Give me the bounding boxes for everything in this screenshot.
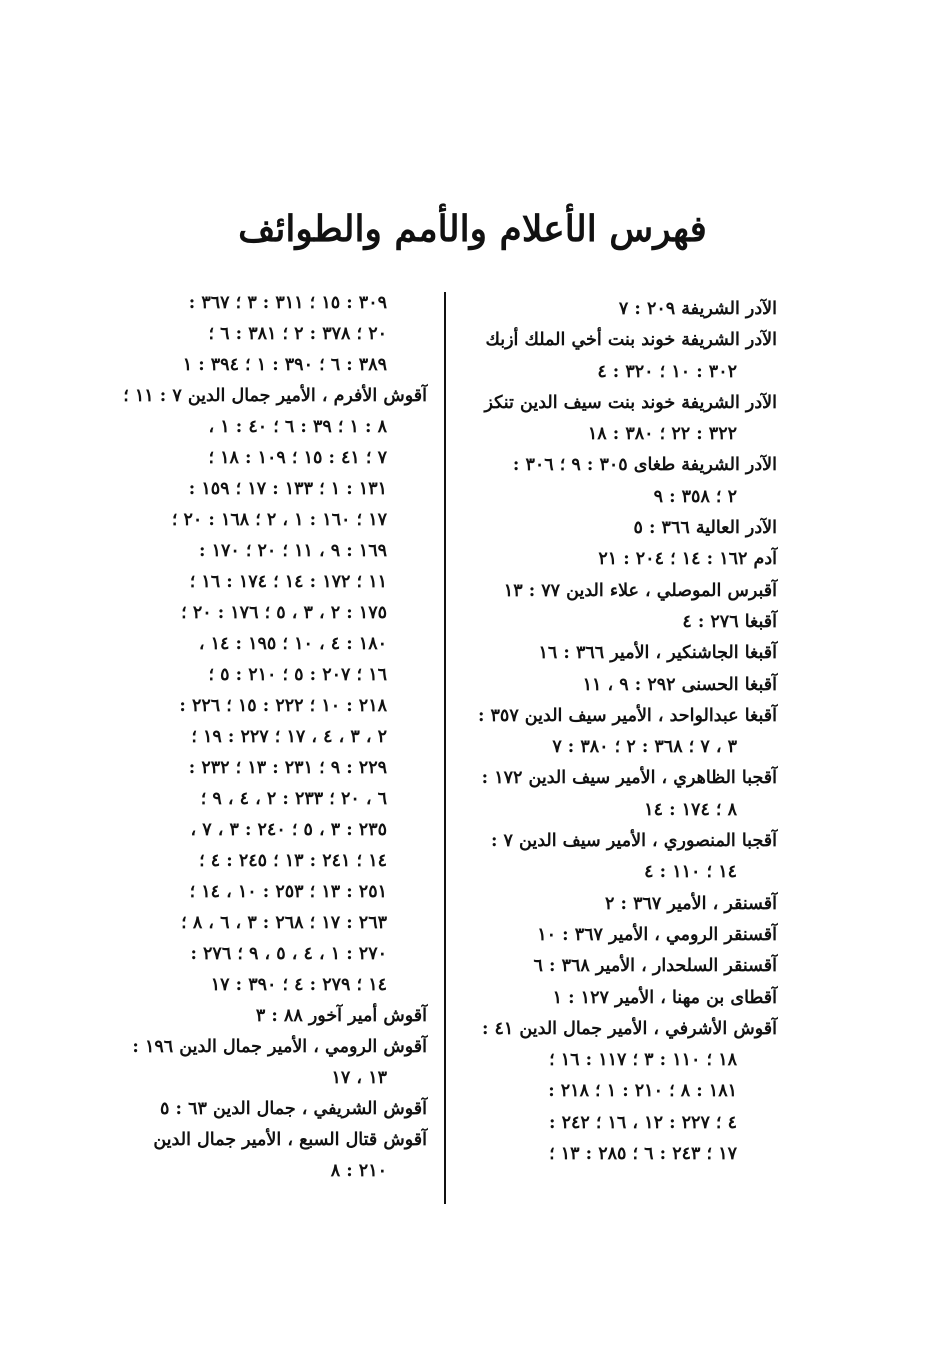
index-entry-continuation: ٢١٨ : ١٠ ؛ ٢٢٢ : ١٥ ؛ ٢٢٦ : xyxy=(179,696,387,716)
index-entry-continuation: ١٨٠ : ٤ ، ١٠ ؛ ١٩٥ : ١٤ ، xyxy=(198,634,387,654)
index-entry-continuation: ٢ ، ٣ ، ٤ ، ١٧ ؛ ٢٢٧ : ١٩ ؛ xyxy=(191,727,387,747)
index-column-left xyxy=(123,288,427,1187)
index-entry-continuation: ٢٦٣ : ١٧ ؛ ٢٦٨ : ٣ ، ٦ ، ٨ ؛ xyxy=(181,913,387,933)
index-entry: آقجبا المنصوري ، الأمير سيف الدين ٧ : xyxy=(490,831,777,852)
index-entry-continuation: ٣٨٩ : ٦ ؛ ٣٩٠ : ١ ؛ ٣٩٤ : ١ xyxy=(182,355,387,375)
index-entry-continuation: ٣٢٢ : ٢٢ ؛ ٣٨٠ : ١٨ xyxy=(587,424,737,445)
index-entry: آقبغا عبدالواحد ، الأمير سيف الدين ٣٥٧ : xyxy=(477,705,777,726)
index-entry-continuation: ٢٥١ : ١٣ ؛ ٢٥٣ : ١٠ ، ١٤ ؛ xyxy=(189,882,387,902)
index-entry-continuation: ٣٠٢ : ١٠ ؛ ٣٢٠ : ٤ xyxy=(597,361,737,382)
index-entry-continuation: ٢٣٥ : ٣ ، ٥ ؛ ٢٤٠ : ٣ ، ٧ ، xyxy=(190,820,387,840)
index-entry: آقجبا الظاهري ، الأمير سيف الدين ١٧٢ : xyxy=(481,768,777,789)
index-entry: آقبغا ٢٧٦ : ٤ xyxy=(682,611,777,632)
index-entry-continuation: ١٣١ : ١ ؛ ١٣٣ : ١٧ ؛ ١٥٩ : xyxy=(188,479,387,499)
index-entry-continuation: ١٨ ؛ ١١٠ : ٣ ؛ ١١٧ : ١٦ ؛ xyxy=(549,1050,737,1071)
index-entry: الآدر الشريفة خوند بنت سيف الدين تنكز xyxy=(484,392,777,413)
column-divider xyxy=(444,292,446,1204)
index-entry: آقبغا الحسنى ٢٩٢ : ٩ ، ١١ xyxy=(582,674,777,695)
index-entry: آقوش قتال السبع ، الأمير جمال الدين xyxy=(153,1130,427,1150)
index-entry-continuation: ١٤ ؛ ١١٠ : ٤ xyxy=(644,862,737,883)
index-entry: آقوش الأشرفي ، الأمير جمال الدين ٤١ : xyxy=(481,1018,777,1039)
index-column-right xyxy=(477,294,777,1170)
index-entry: آقوش الأفرم ، الأمير جمال الدين ٧ : ١١ ؛ xyxy=(123,386,427,406)
index-entry-continuation: ١١ ؛ ١٧٢ : ١٤ ؛ ١٧٤ : ١٦ ؛ xyxy=(189,572,387,592)
index-entry: آقوش الرومي ، الأمير جمال الدين ١٩٦ : xyxy=(132,1037,427,1057)
index-entry-continuation: ٣٠٩ : ١٥ ؛ ٣١١ : ٣ ؛ ٣٦٧ : xyxy=(188,293,387,313)
index-entry-continuation: ٢ ؛ ٣٥٨ : ٩ xyxy=(653,486,737,507)
index-entry-continuation: ١٧ ؛ ١٦٠ : ١ ، ٢ ؛ ١٦٨ : ٢٠ ؛ xyxy=(171,510,387,530)
index-entry-continuation: ١٦٩ : ٩ ، ١١ ؛ ٢٠ ؛ ١٧٠ : xyxy=(199,541,387,561)
index-entry-continuation: ٧ ؛ ٤١ : ١٥ ؛ ١٠٩ : ١٨ ؛ xyxy=(208,448,387,468)
index-entry: آقبغا الجاشنكير ، الأمير ٣٦٦ : ١٦ xyxy=(538,643,777,664)
index-entry: آقسنقر الرومي ، الأمير ٣٦٧ : ١٠ xyxy=(537,924,777,945)
index-entry: آقسنقر السلحدار ، الأمير ٣٦٨ : ٦ xyxy=(533,956,777,977)
index-entry: الآدر الشريفة ٢٠٩ : ٧ xyxy=(618,299,777,319)
index-entry-continuation: ٤ ؛ ٢٢٧ : ١٢ ، ١٦ ؛ ٢٤٢ : xyxy=(549,1112,737,1133)
index-entry-continuation: ٢٢٩ : ٩ ؛ ٢٣١ : ١٣ ؛ ٢٣٢ : xyxy=(188,758,387,778)
index-entry-continuation: ٨ ؛ ١٧٤ : ١٤ xyxy=(644,799,737,820)
index-entry: الآدر العالية ٣٦٦ : ٥ xyxy=(633,518,777,539)
index-entry-continuation: ١٧٥ : ٢ ، ٣ ، ٥ ؛ ١٧٦ : ٢٠ ؛ xyxy=(181,603,387,623)
index-entry: آقسنقر ، الأمير ٣٦٧ : ٢ xyxy=(605,893,777,914)
index-entry: آقبرس الموصلي ، علاء الدين ٧٧ : ١٣ xyxy=(503,580,777,601)
index-entry: آقطاى بن مهنا ، الأمير ١٢٧ : ١ xyxy=(552,987,777,1008)
index-entry-continuation: ٨ : ١ ؛ ٣٩ : ٦ ؛ ٤٠ : ١ ، xyxy=(208,417,387,437)
index-entry-continuation: ١٣ ، ١٧ xyxy=(331,1068,387,1088)
index-entry-continuation: ٢٧٠ : ١ ، ٤ ، ٥ ، ٩ ؛ ٢٧٦ : xyxy=(190,944,387,964)
index-entry-continuation: ١٤ ؛ ٢٤١ : ١٣ ؛ ٢٤٥ : ٤ ؛ xyxy=(199,851,387,871)
index-entry: آقوش الشريفي ، جمال الدين ٦٣ : ٥ xyxy=(160,1099,427,1119)
index-entry: الآدر الشريفة طغاى ٣٠٥ : ٩ ؛ ٣٠٦ : xyxy=(512,455,777,476)
index-entry: الآدر الشريفة خوند بنت أخي الملك أزبك xyxy=(485,330,777,351)
index-entry-continuation: ٢١٠ : ٨ xyxy=(330,1161,387,1181)
index-entry-continuation: ١٧ ؛ ٢٤٣ : ٦ ؛ ٢٨٥ : ١٣ ؛ xyxy=(549,1144,737,1165)
index-entry-continuation: ٦ ، ٢٠ ؛ ٢٣٣ : ٢ ، ٤ ، ٩ ؛ xyxy=(200,789,387,809)
index-entry-continuation: ٢٠ ؛ ٣٧٨ : ٢ ؛ ٣٨١ : ٦ ؛ xyxy=(208,324,387,344)
index-entry-continuation: ٣ ، ٧ ؛ ٣٦٨ : ٢ ؛ ٣٨٠ : ٧ xyxy=(552,737,737,758)
index-entry-continuation: ١٨١ : ٨ ؛ ٢١٠ : ١ ؛ ٢١٨ : xyxy=(548,1081,737,1102)
index-entry: آدم ١٦٢ : ١٤ ؛ ٢٠٤ : ٢١ xyxy=(598,549,777,570)
index-entry-continuation: ١٦ ؛ ٢٠٧ : ٥ ؛ ٢١٠ : ٥ ؛ xyxy=(208,665,387,685)
index-entry: آقوش أمير آخور ٨٨ : ٣ xyxy=(255,1006,427,1026)
page-title: فهرس الأعلام والأمم والطوائف xyxy=(238,208,707,250)
index-entry-continuation: ١٤ ؛ ٢٧٩ : ٤ ؛ ٣٩٠ : ١٧ xyxy=(210,975,387,995)
